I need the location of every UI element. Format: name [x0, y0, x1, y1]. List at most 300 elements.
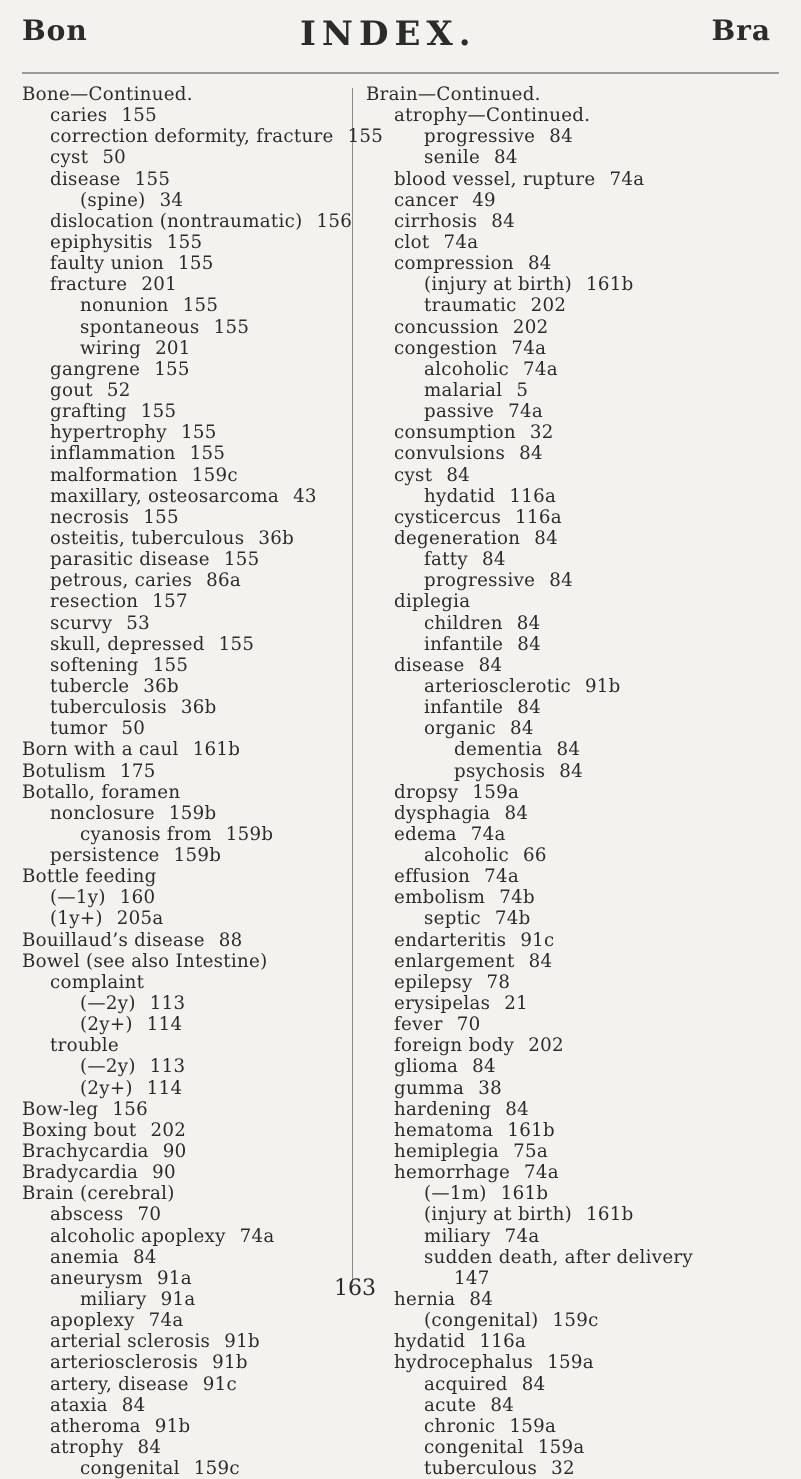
index-entry [22, 105, 347, 126]
page-reference: 32 [551, 1458, 575, 1479]
page-reference: 116a [515, 506, 562, 528]
index-term: dropsy [394, 781, 459, 803]
index-entry [22, 1458, 347, 1479]
page-reference: 43 [293, 485, 317, 507]
index-term: persistence [50, 845, 160, 867]
index-entry [22, 845, 347, 866]
page-reference: 74a [508, 401, 543, 423]
index-term: gangrene [50, 358, 141, 380]
index-entry [366, 570, 786, 591]
page-reference: 84 [505, 1098, 529, 1120]
page-reference: 21 [504, 993, 529, 1015]
index-entry [22, 401, 347, 422]
index-term: disease [394, 654, 465, 676]
index-entry [22, 549, 347, 570]
index-entry [366, 211, 786, 232]
index-term: blood vessel, rupture [394, 168, 596, 190]
page-reference: 88 [218, 929, 243, 951]
index-term: diplegia [394, 591, 471, 613]
page-reference: 84 [521, 1373, 546, 1395]
index-term: congestion [394, 337, 498, 359]
index-entry [366, 1014, 786, 1035]
index-entry [366, 1374, 786, 1395]
index-term: (congenital) [424, 1310, 539, 1332]
index-entry [22, 908, 347, 929]
index-entry [22, 1247, 347, 1268]
index-entry [22, 338, 347, 359]
index-entry [22, 380, 347, 401]
index-entry [366, 359, 786, 380]
index-term: alcoholic [424, 845, 509, 867]
page-reference: 38 [478, 1077, 502, 1099]
index-term: caries [50, 105, 108, 127]
page-reference: 90 [162, 1141, 187, 1163]
index-entry [366, 1226, 786, 1247]
index-term: infantile [424, 697, 504, 719]
index-term: psychosis [454, 760, 546, 782]
index-term: edema [394, 823, 457, 845]
index-term: faulty union [50, 253, 164, 275]
index-term: necrosis [50, 506, 130, 528]
index-entry [366, 1183, 786, 1204]
index-entry [22, 1035, 347, 1056]
index-entry [22, 655, 347, 676]
column-divider [352, 88, 353, 1284]
index-term: progressive [424, 126, 536, 148]
page-reference: 160 [119, 887, 156, 909]
index-term: fever [394, 1014, 443, 1036]
index-term: hydrocephalus [394, 1352, 534, 1374]
page-reference: 5 [516, 379, 529, 401]
page-reference: 159b [225, 823, 274, 845]
index-column-right [366, 84, 786, 1479]
index-term: (spine) [80, 189, 146, 211]
index-entry [366, 1416, 786, 1437]
index-entry [22, 210, 353, 232]
index-term: dysphagia [394, 802, 491, 824]
page-reference: 114 [146, 1014, 183, 1036]
index-entry [366, 1437, 786, 1458]
page-reference: 202 [150, 1119, 187, 1141]
page-reference: 36b [143, 675, 179, 697]
index-entry [366, 443, 786, 464]
index-term: consumption [394, 422, 516, 444]
page-reference: 175 [119, 760, 156, 782]
page-reference: 159b [168, 802, 217, 824]
index-term: septic [424, 908, 481, 930]
index-term: trouble [50, 1035, 119, 1057]
index-entry [366, 317, 786, 338]
index-entry [366, 232, 786, 253]
page-reference: 159a [472, 781, 520, 803]
index-entry [22, 1120, 347, 1141]
page-reference: 49 [472, 189, 496, 211]
index-term: malarial [424, 379, 503, 401]
index-entry [22, 274, 347, 295]
page-reference: 91a [156, 1267, 192, 1289]
index-term: inflammation [50, 443, 176, 465]
page-reference: 78 [486, 971, 511, 993]
index-term: maxillary, osteosarcoma [50, 485, 280, 507]
index-term: Bone—Continued. [22, 84, 193, 105]
page-reference: 116a [479, 1331, 527, 1353]
index-entry [22, 1056, 347, 1077]
index-term: effusion [394, 866, 471, 888]
index-term: spontaneous [80, 316, 200, 338]
index-entry [22, 930, 347, 951]
index-entry [22, 507, 347, 528]
page-reference: 114 [146, 1077, 183, 1099]
page-reference: 53 [126, 612, 151, 634]
page-reference: 36b [180, 697, 217, 719]
index-term: hydatid [424, 485, 496, 507]
page-reference: 84 [469, 1289, 494, 1311]
index-term: arteriosclerosis [50, 1352, 199, 1374]
page-reference: 70 [137, 1204, 162, 1226]
index-term: Botallo, foramen [22, 781, 181, 803]
index-entry [366, 1331, 786, 1352]
index-term: hydatid [394, 1331, 466, 1353]
index-entry [22, 676, 347, 697]
index-term: (injury at birth) [424, 1204, 573, 1226]
page-reference: 50 [102, 147, 127, 169]
page-reference: 74b [499, 887, 535, 909]
index-term: glioma [394, 1056, 459, 1078]
index-term: atrophy [50, 1437, 124, 1458]
index-entry [22, 887, 347, 908]
index-term: Bouillaud’s disease [22, 929, 205, 951]
index-entry [22, 317, 347, 338]
index-term: passive [424, 401, 495, 423]
index-entry [22, 486, 347, 507]
index-term: cancer [394, 189, 459, 211]
index-term: cyst [50, 147, 89, 169]
index-entry [22, 443, 347, 464]
index-term: cysticercus [394, 506, 502, 528]
page-reference: 155 [177, 253, 214, 275]
index-entry [366, 190, 786, 211]
index-term: hemorrhage [394, 1162, 511, 1184]
index-term: hardening [394, 1098, 492, 1120]
index-term: malformation [50, 464, 178, 486]
index-entry [366, 465, 786, 486]
index-term: senile [424, 147, 481, 169]
page-reference: 159b [173, 845, 222, 867]
index-entry [366, 824, 786, 845]
index-entry [366, 591, 786, 612]
page-reference: 90 [152, 1162, 176, 1184]
index-term: arteriosclerotic [424, 675, 571, 697]
index-entry [366, 1056, 786, 1077]
index-term: tubercle [50, 675, 130, 697]
page-reference: 116a [509, 485, 557, 507]
page-reference: 91b [212, 1352, 248, 1374]
index-term: complaint [50, 971, 145, 993]
index-term: 147 [454, 1267, 490, 1289]
index-entry [366, 253, 786, 274]
index-entry [22, 803, 347, 824]
page-number: 163 [334, 1276, 376, 1301]
page-reference: 155 [347, 126, 384, 148]
index-term: artery, disease [50, 1373, 189, 1395]
index-entry [22, 1141, 347, 1162]
index-term: erysipelas [394, 993, 491, 1015]
index-entry [366, 1352, 786, 1373]
index-entry [366, 84, 786, 105]
page-reference: 84 [478, 654, 503, 676]
index-term: tuberculosis [50, 697, 167, 719]
index-term: (—2y) [80, 993, 136, 1015]
page-reference: 32 [529, 422, 554, 444]
page-reference: 66 [522, 845, 547, 867]
index-entry [22, 422, 347, 443]
index-term: apoplexy [50, 1310, 135, 1332]
index-entry [22, 866, 347, 887]
page-reference: 84 [504, 802, 529, 824]
index-term: hemiplegia [394, 1141, 500, 1163]
page-reference: 155 [223, 549, 260, 571]
index-entry [22, 761, 347, 782]
index-entry [366, 887, 786, 908]
index-entry [366, 1204, 786, 1225]
page-reference: 36b [258, 527, 295, 549]
index-term: endarteritis [394, 929, 507, 951]
index-term: softening [50, 654, 139, 676]
page-reference: 84 [509, 718, 534, 740]
index-term: tumor [50, 718, 108, 740]
index-entry [366, 655, 786, 676]
index-entry [22, 1183, 347, 1204]
page-reference: 113 [149, 993, 186, 1015]
page-reference: 161b [586, 274, 634, 296]
page-reference: 84 [549, 126, 573, 148]
index-term: degeneration [394, 527, 521, 549]
page-reference: 74b [494, 908, 531, 930]
header-title: INDEX. [300, 14, 477, 54]
index-term: children [424, 612, 503, 634]
index-term: anemia [50, 1246, 120, 1268]
index-entry [366, 1289, 786, 1310]
index-term: petrous, caries [50, 570, 193, 592]
index-entry [22, 1331, 347, 1352]
index-entry [366, 634, 786, 655]
page-reference: 84 [549, 570, 573, 592]
page-reference: 50 [121, 718, 146, 740]
index-entry [22, 718, 347, 739]
page-reference: 84 [481, 549, 506, 571]
index-entry [22, 591, 347, 612]
index-entry [366, 697, 786, 718]
index-term: miliary [80, 1289, 147, 1311]
index-term: traumatic [424, 295, 517, 317]
index-entry [22, 1078, 347, 1099]
index-entry [22, 570, 347, 591]
index-entry [366, 338, 786, 359]
index-term: fracture [50, 274, 128, 296]
page-reference: 155 [218, 633, 255, 655]
page-reference: 159a [509, 1415, 557, 1437]
index-term: (2y+) [80, 1014, 133, 1036]
index-entry [366, 528, 786, 549]
page-reference: 159c [552, 1310, 599, 1332]
index-entry [366, 1458, 786, 1479]
index-term: chronic [424, 1415, 496, 1437]
index-term: hematoma [394, 1119, 494, 1141]
index-term: Brain—Continued. [366, 84, 541, 105]
index-term: wiring [80, 337, 142, 359]
page-reference: 202 [528, 1035, 564, 1057]
page-reference: 74a [511, 337, 547, 359]
page-reference: 113 [149, 1056, 186, 1078]
page-reference: 84 [490, 1394, 515, 1416]
index-entry [22, 1099, 347, 1120]
index-term: atrophy—Continued. [394, 105, 591, 127]
index-entry [366, 613, 786, 634]
index-term: acute [424, 1394, 477, 1416]
page-reference: 74a [609, 168, 645, 190]
index-entry [22, 697, 347, 718]
index-entry [22, 1014, 347, 1035]
page-reference: 84 [517, 697, 541, 719]
page-reference: 91c [202, 1373, 237, 1395]
index-entry [366, 951, 786, 972]
index-entry [366, 1247, 786, 1268]
index-term: cirrhosis [394, 210, 478, 232]
index-entry [22, 739, 347, 760]
index-term: gout [50, 379, 93, 401]
index-entry [22, 232, 347, 253]
page-reference: 74a [484, 866, 520, 888]
index-entry [366, 1162, 786, 1183]
page-reference: 159c [191, 464, 238, 486]
index-term: (—1m) [424, 1183, 487, 1205]
index-term: disease [50, 168, 121, 190]
page-reference: 155 [143, 506, 179, 528]
index-term: parasitic disease [50, 549, 210, 571]
index-entry [366, 1099, 786, 1120]
index-term: atheroma [50, 1415, 141, 1437]
index-entry [22, 634, 347, 655]
index-term: aneurysm [50, 1267, 143, 1289]
index-entry [366, 782, 786, 803]
index-term: cyst [394, 464, 433, 486]
index-entry [366, 718, 786, 739]
index-entry [366, 993, 786, 1014]
index-entry [22, 359, 347, 380]
index-term: Born with a caul [22, 739, 179, 761]
page-reference: 84 [534, 527, 558, 549]
index-entry [366, 930, 786, 951]
index-entry [22, 1437, 347, 1458]
index-term: foreign body [394, 1035, 515, 1057]
page-reference: 84 [133, 1246, 157, 1268]
page-reference: 75a [513, 1141, 548, 1163]
index-entry [366, 1120, 786, 1141]
index-entry [22, 613, 347, 634]
index-term: (—2y) [80, 1056, 136, 1078]
page-reference: 84 [556, 739, 581, 761]
index-entry [366, 295, 786, 316]
index-term: grafting [50, 401, 127, 423]
index-term: resection [50, 591, 139, 613]
index-term: correction deformity, fracture [50, 126, 334, 148]
index-term: congenital [80, 1458, 180, 1479]
index-entry [366, 845, 786, 866]
index-term: (injury at birth) [424, 274, 573, 296]
index-entry [22, 1226, 347, 1247]
index-term: organic [424, 718, 496, 740]
index-entry [22, 1289, 347, 1310]
index-entry [366, 1078, 786, 1099]
index-entry [366, 105, 786, 126]
page-reference: 84 [472, 1056, 496, 1078]
page-reference: 52 [106, 379, 131, 401]
index-entry [366, 549, 786, 570]
index-entry [22, 972, 347, 993]
index-entry [22, 951, 347, 972]
index-entry [22, 1268, 347, 1289]
page-reference: 156 [316, 210, 353, 232]
page-reference: 155 [213, 316, 250, 338]
index-entry [22, 169, 347, 190]
index-term: convulsions [394, 443, 506, 465]
page-reference: 161b [507, 1119, 555, 1141]
index-term: Brain (cerebral) [22, 1183, 175, 1205]
header-left-guide-word: Bon [22, 14, 88, 47]
page-reference: 84 [527, 253, 552, 275]
index-entry [22, 295, 347, 316]
index-term: abscess [50, 1204, 124, 1226]
index-term: enlargement [394, 950, 515, 972]
index-term: Bowel (see also Intestine) [22, 950, 268, 972]
index-term: Brachycardia [22, 1141, 149, 1163]
page-reference: 155 [152, 654, 189, 676]
index-entry [366, 908, 786, 929]
page-reference: 74a [148, 1310, 184, 1332]
page-reference: 84 [494, 147, 518, 169]
page-reference: 202 [530, 295, 567, 317]
page-reference: 159c [193, 1458, 240, 1479]
index-term: alcoholic apoplexy [50, 1225, 226, 1247]
index-entry [22, 824, 347, 845]
index-entry [366, 380, 786, 401]
index-entry [366, 676, 786, 697]
page-reference: 155 [189, 443, 226, 465]
index-entry [22, 1416, 347, 1437]
page-reference: 91b [584, 675, 621, 697]
index-entry [366, 1141, 786, 1162]
index-term: cyanosis from [80, 823, 212, 845]
page-reference: 74a [522, 358, 558, 380]
page-reference: 161b [586, 1204, 634, 1226]
index-term: ataxia [50, 1394, 108, 1416]
page-reference: 74a [239, 1225, 275, 1247]
page-reference: 84 [446, 464, 471, 486]
index-term: alcoholic [424, 358, 509, 380]
index-entry [366, 761, 786, 782]
page-reference: 74a [470, 823, 506, 845]
page-reference: 84 [121, 1394, 146, 1416]
page-reference: 74a [524, 1162, 559, 1184]
index-term: Bradycardia [22, 1162, 139, 1184]
index-term: skull, depressed [50, 633, 205, 655]
index-term: sudden death, after delivery [424, 1246, 693, 1268]
index-entry [366, 507, 786, 528]
index-term: hypertrophy [50, 422, 167, 444]
index-entry [366, 126, 786, 147]
header-rule [22, 72, 779, 74]
page-reference: 70 [456, 1014, 481, 1036]
